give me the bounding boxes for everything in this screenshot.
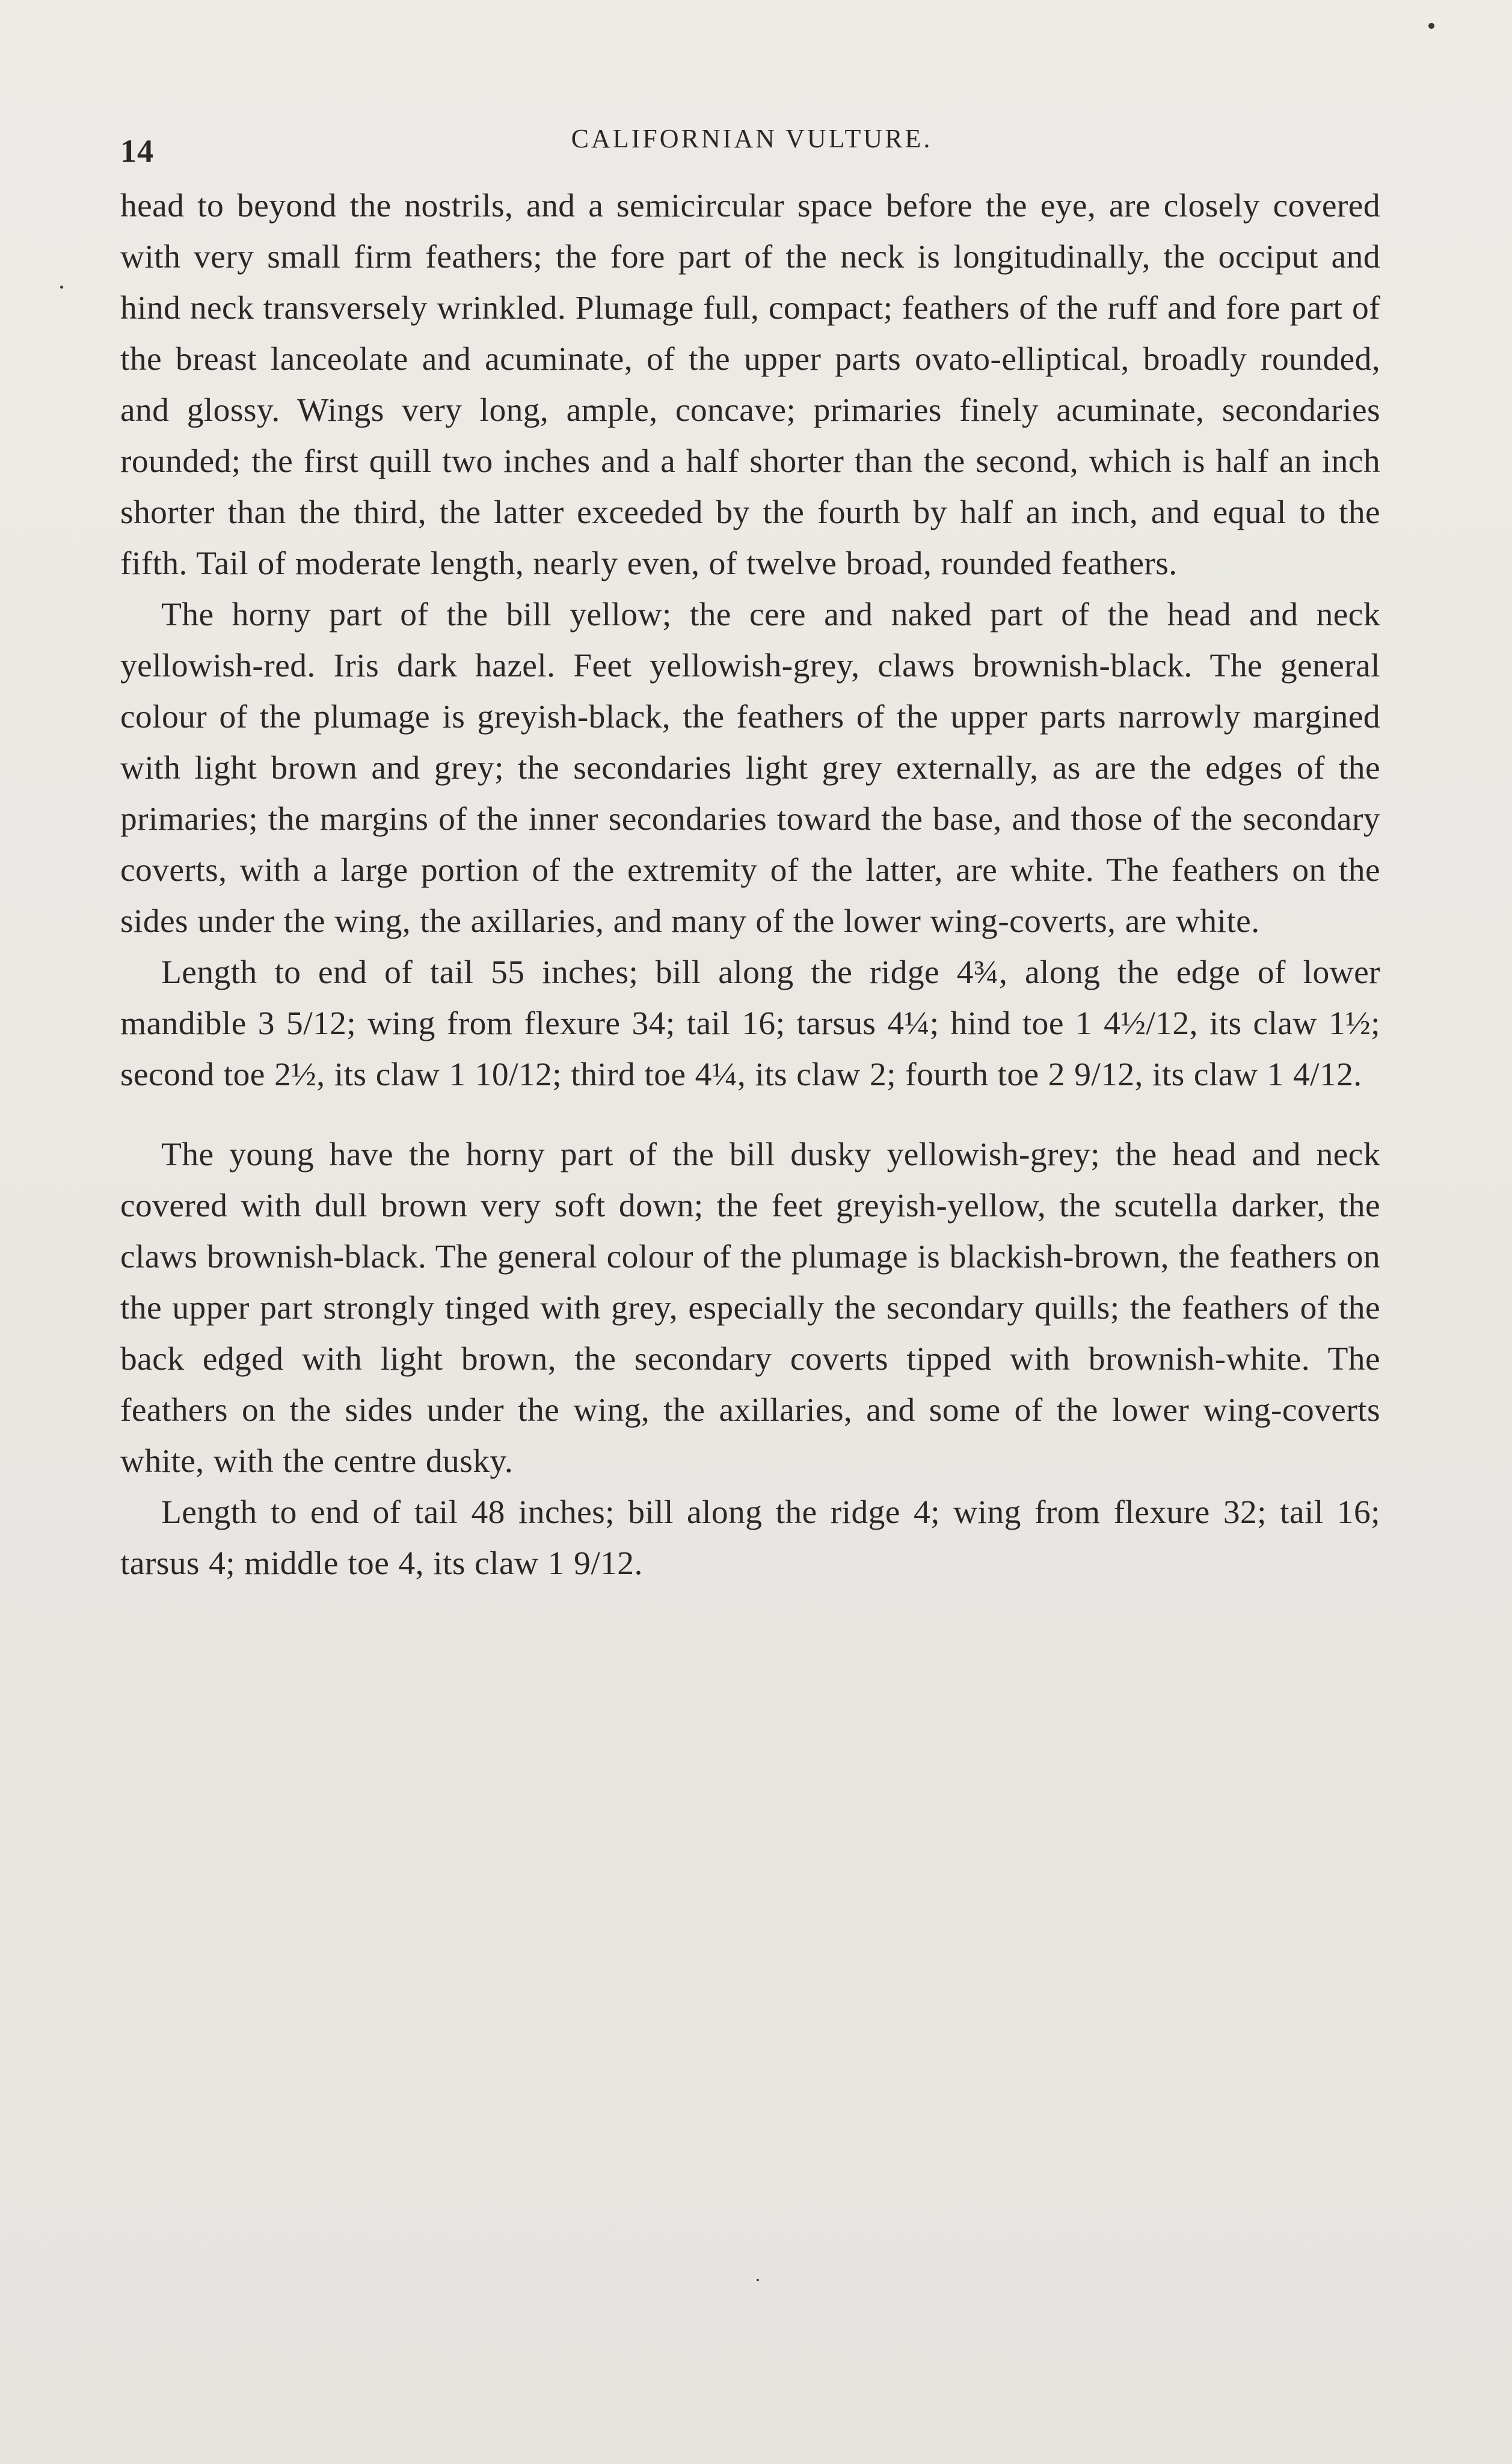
paragraph-adult-measurements: Length to end of tail 55 inches; bill along the ridge 4¾, along the edge of lower mandible 3 5/12; wing from flexure 34; tail 16; tarsus 4¼; hind toe 1 4½/12, its claw 1½; second toe 2½, its claw 1 10/12; third toe 4¼, its claw 2; fourth toe 2 9/12, its claw 1 4/12. xyxy=(120,954,1380,1093)
page-number: 14 xyxy=(120,133,154,169)
paper-speck xyxy=(60,286,63,289)
body-text xyxy=(120,180,1380,1589)
paper-speck xyxy=(757,2279,759,2281)
paper-speck xyxy=(1428,23,1434,29)
page-header xyxy=(120,117,1383,169)
paragraph-young-description: The young have the horny part of the bill dusky yellowish-grey; the head and neck covered with dull brown very soft down; the feet greyish-yellow, the scutella darker, the claws brownish-black. The general colour of the plumage is blackish-brown, the feathers on the upper part strongly tinged with grey, especially the secondary quills; the feathers of the back edged with light brown, the secondary coverts tipped with brownish-white. The feathers on the sides under the wing, the axillaries, and some of the lower wing-coverts white, with the centre dusky. xyxy=(120,1136,1380,1480)
paragraph-description-continued: head to beyond the nostrils, and a semicircular space before the eye, are closely covered with very small firm feathers; the fore part of the neck is longitudinally, the occiput and hind neck transversely wrinkled. Plumage full, compact; feathers of the ruff and fore part of the breast lanceolate and acuminate, of the upper parts ovato-elliptical, broadly rounded, and glossy. Wings very long, ample, concave; primaries finely acuminate, secondaries rounded; the first quill two inches and a half shorter than the second, which is half an inch shorter than the third, the latter exceeded by the fourth by half an inch, and equal to the fifth. Tail of moderate length, nearly even, of twelve broad, rounded feathers. xyxy=(120,188,1380,582)
paragraph-adult-colouring: The horny part of the bill yellow; the cere and naked part of the head and neck yellowish-red. Iris dark hazel. Feet yellowish-grey, claws brownish-black. The general colour of the plumage is greyish-black, the feathers of the upper parts narrowly margined with light brown and grey; the secondaries light grey externally, as are the edges of the primaries; the margins of the inner secondaries toward the base, and those of the secondary coverts, with a large portion of the extremity of the latter, are white. The feathers on the sides under the wing, the axillaries, and many of the lower wing-coverts, are white. xyxy=(120,596,1380,940)
running-title: CALIFORNIAN VULTURE. xyxy=(571,124,933,153)
paragraph-young-measurements: Length to end of tail 48 inches; bill along the ridge 4; wing from flexure 32; tail 16; tarsus 4; middle toe 4, its claw 1 9/12. xyxy=(120,1494,1380,1582)
